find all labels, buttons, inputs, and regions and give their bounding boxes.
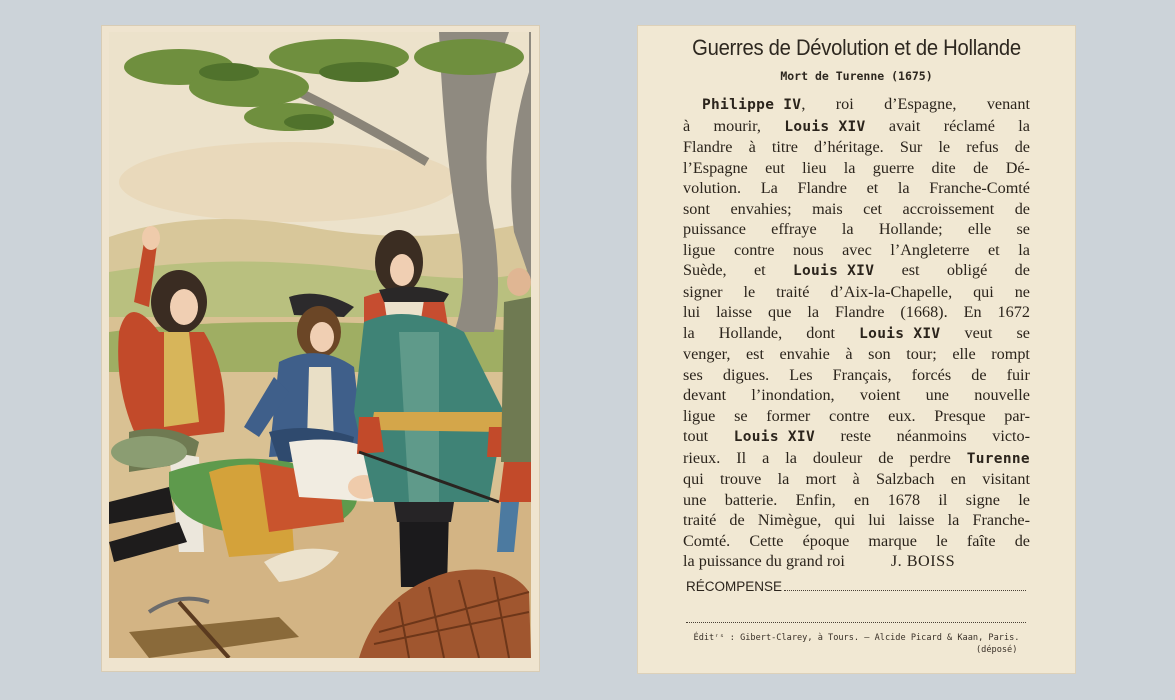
body-word: la	[777, 470, 790, 488]
body-word: d’Aix-la-Chapelle,	[830, 282, 953, 301]
body-word: eut	[765, 158, 785, 177]
body-word: reste	[840, 427, 872, 445]
body-word: trouve	[719, 470, 762, 488]
body-word: il	[938, 490, 948, 509]
body-word: avait	[888, 116, 921, 135]
body-word: rompt	[991, 345, 1030, 363]
body-word: elle	[967, 220, 992, 238]
body-word: son	[868, 345, 891, 363]
body-word: envahie	[779, 345, 830, 363]
emphasized-name: Turenne	[966, 450, 1030, 467]
body-word: Enfin,	[795, 490, 836, 509]
body-word: avec	[842, 240, 872, 259]
body-word: que	[768, 303, 792, 321]
body-word: la	[897, 179, 910, 197]
body-word: de	[1014, 531, 1030, 550]
body-word: guerre	[872, 158, 915, 177]
body-word: accroissement	[902, 199, 995, 218]
body-word: Français,	[832, 365, 892, 384]
text-card	[638, 26, 1075, 673]
body-line	[683, 158, 1030, 179]
body-word: Flandre	[835, 303, 885, 321]
emphasized-name: Louis XIV	[784, 118, 866, 135]
body-line	[683, 365, 1030, 386]
body-word: contre	[733, 240, 775, 259]
body-word: le	[936, 531, 948, 550]
body-word: Hollande;	[878, 220, 943, 238]
body-word: en	[854, 490, 870, 509]
body-word: une	[925, 386, 949, 404]
body-word: traité	[683, 511, 717, 529]
body-word: victo-	[992, 427, 1030, 445]
body-line	[683, 219, 1030, 240]
body-word: puissance	[683, 220, 746, 238]
illustration-frame	[109, 32, 531, 658]
body-word: de	[878, 448, 894, 467]
body-word: visitant	[982, 470, 1030, 488]
body-word: lieu	[802, 158, 827, 177]
publisher-imprint: Éditʳˢ : Gibert-Clarey, à Tours. — Alcide Picard & Kaan, Paris.	[693, 633, 1020, 643]
body-word: Flandre	[683, 138, 733, 156]
body-word: (1668).	[900, 303, 948, 321]
body-word: de	[1014, 261, 1030, 279]
body-word: contre	[829, 406, 870, 425]
body-word: ligue	[683, 240, 716, 259]
body-word: la	[807, 303, 820, 321]
body-word: signer	[683, 282, 723, 301]
body-word: de	[729, 511, 745, 529]
body-word: le	[743, 282, 756, 301]
body-word: la	[1018, 240, 1030, 259]
body-word: La	[760, 179, 778, 197]
body-word: la	[841, 220, 854, 238]
body-word: mort	[805, 470, 837, 488]
body-line	[683, 531, 1030, 552]
body-word: titre	[771, 138, 798, 156]
body-line	[683, 344, 1030, 365]
body-word: Flandre	[797, 179, 847, 197]
body-word: elle	[952, 345, 976, 363]
body-word: eux.	[888, 406, 916, 425]
body-word: qui	[834, 511, 856, 529]
body-word: la	[843, 158, 856, 177]
body-word	[784, 116, 865, 138]
body-word: refus	[966, 138, 999, 156]
body-line	[683, 323, 1030, 345]
body-word: forcés	[911, 365, 952, 384]
body-word	[793, 260, 874, 282]
body-word: nouvelle	[974, 386, 1030, 404]
body-line	[683, 385, 1030, 406]
emphasized-name: Philippe IV	[702, 97, 802, 113]
body-word: nous	[792, 240, 824, 259]
body-word: Cette	[749, 531, 784, 550]
body-word: se	[734, 406, 748, 425]
body-word: Franche-Comté	[929, 179, 1030, 197]
body-line	[683, 94, 1030, 116]
body-word: qui	[973, 282, 994, 301]
body-word: la	[947, 511, 960, 529]
body-word: ne	[1014, 282, 1030, 301]
body-word: Sur	[899, 138, 923, 156]
body-word: venant	[986, 95, 1030, 113]
body-word: douleur	[812, 448, 863, 467]
body-word: lui	[683, 303, 701, 321]
deposited-mark: (déposé)	[976, 645, 1018, 655]
body-word: d’héritage.	[814, 138, 884, 156]
body-word: et	[753, 261, 766, 279]
body-word: néanmoins	[896, 427, 967, 445]
body-line	[683, 302, 1030, 323]
body-word: tour;	[906, 345, 937, 363]
body-word	[859, 323, 940, 345]
reward-dotted-line-2	[686, 622, 1026, 623]
body-word: tout	[683, 427, 709, 445]
reward-label: RÉCOMPENSE	[686, 579, 783, 594]
death-of-turenne-illustration	[109, 32, 531, 658]
body-word: laisse	[898, 511, 935, 529]
body-word: devant	[683, 386, 727, 404]
body-word: l’Espagne	[683, 158, 748, 177]
body-word: former	[766, 406, 811, 425]
emphasized-name: Louis XIV	[792, 263, 875, 279]
body-word: marque	[868, 531, 917, 550]
body-word: à	[852, 470, 860, 488]
body-word: Franche-	[972, 511, 1030, 529]
body-line	[683, 448, 1030, 470]
body-word: laisse	[716, 303, 753, 321]
body-word: Les	[789, 365, 813, 384]
body-line	[683, 116, 1030, 138]
body-word: 1672	[997, 303, 1030, 321]
body-word	[967, 448, 1030, 470]
illustration-card	[102, 26, 539, 671]
body-word: est	[901, 261, 920, 279]
body-word: En	[963, 303, 982, 321]
body-word: de	[973, 158, 989, 177]
body-line	[683, 510, 1030, 531]
body-word: signe	[965, 490, 1000, 509]
body-word: une	[683, 490, 707, 509]
body-word: fuir	[1006, 365, 1030, 384]
body-word: Dé-	[1005, 158, 1030, 177]
body-line	[683, 426, 1030, 448]
body-word: traité	[776, 282, 810, 301]
body-word: mais	[812, 199, 843, 218]
body-line	[683, 137, 1030, 158]
body-word: dite	[931, 158, 956, 177]
body-word: voient	[859, 386, 901, 404]
body-word: Suède,	[683, 261, 727, 279]
body-word: le	[938, 138, 951, 156]
body-word: Hollande,	[718, 323, 783, 342]
body-word: se	[1016, 323, 1030, 342]
body-word: sont	[683, 199, 710, 218]
body-line	[683, 199, 1030, 220]
body-line	[683, 260, 1030, 282]
body-word: l’Angleterre	[890, 240, 970, 259]
body-word: se	[1016, 220, 1030, 238]
body-word: dont	[806, 323, 836, 342]
body-word: envahies;	[730, 199, 792, 218]
body-word: de	[1014, 138, 1030, 156]
body-word: lui	[868, 511, 886, 529]
body-word: la	[785, 448, 797, 467]
body-line	[683, 469, 1030, 490]
body-word: qui	[683, 470, 704, 488]
body-word: Il	[736, 448, 747, 467]
body-word: la	[1018, 116, 1030, 135]
body-word: l’inondation,	[751, 386, 835, 404]
body-word: roi	[835, 95, 854, 113]
body-line	[683, 282, 1030, 303]
emphasized-name: Louis XIV	[733, 429, 815, 445]
body-word: a	[762, 448, 770, 467]
body-word: réclamé	[943, 116, 995, 135]
body-word: Comté.	[683, 531, 731, 550]
body-word: ligue	[683, 406, 716, 425]
body-line	[683, 406, 1030, 427]
body-line	[683, 490, 1030, 511]
body-line	[683, 178, 1030, 199]
reward-field	[686, 579, 1026, 594]
body-word: digues.	[722, 365, 770, 384]
body-word: le	[1018, 490, 1030, 509]
body-word: et	[866, 179, 879, 197]
body-word: de	[1014, 199, 1030, 218]
card-subtitle: Mort de Turenne (1675)	[780, 69, 933, 83]
body-word: époque	[802, 531, 850, 550]
body-word: d’Espagne,	[884, 95, 957, 113]
body-word: à	[748, 138, 756, 156]
body-word: veut	[964, 323, 993, 342]
body-word: par-	[1004, 406, 1030, 425]
body-last-line	[683, 551, 1030, 572]
body-word: à	[683, 116, 691, 135]
body-word: ses	[683, 365, 703, 384]
body-word: faîte	[966, 531, 996, 550]
body-word: perdre	[909, 448, 951, 467]
body-word: batterie.	[724, 490, 778, 509]
body-word: Presque	[934, 406, 986, 425]
body-word: en	[950, 470, 966, 488]
body-word: et	[988, 240, 1000, 259]
body-word: venger,	[683, 345, 731, 363]
body-word: volution.	[683, 179, 742, 197]
body-line	[683, 240, 1030, 261]
body-word: Philippe IV,	[702, 95, 806, 113]
body-word: cet	[863, 199, 883, 218]
body-word: 1678	[887, 490, 921, 509]
card-title: Guerres de Dévolution et de Hollande	[692, 35, 1021, 60]
body-word: la	[683, 323, 695, 342]
body-word: Nimègue,	[757, 511, 822, 529]
body-word	[734, 426, 815, 448]
body-word: Salzbach	[875, 470, 935, 488]
reward-dotted-line	[784, 589, 1026, 591]
body-word: de	[971, 365, 987, 384]
card-body-text	[683, 94, 1030, 572]
body-word: à	[845, 345, 853, 363]
emphasized-name: Louis XIV	[859, 325, 941, 342]
body-word: rieux.	[683, 448, 721, 467]
body-word: mourir,	[713, 116, 761, 135]
body-word: est	[746, 345, 764, 363]
author-signature: J. BOISS	[890, 552, 956, 570]
last-line-text: la puissance du grand roi	[683, 552, 845, 570]
body-word: obligé	[946, 261, 988, 279]
body-word: effraye	[771, 220, 817, 238]
